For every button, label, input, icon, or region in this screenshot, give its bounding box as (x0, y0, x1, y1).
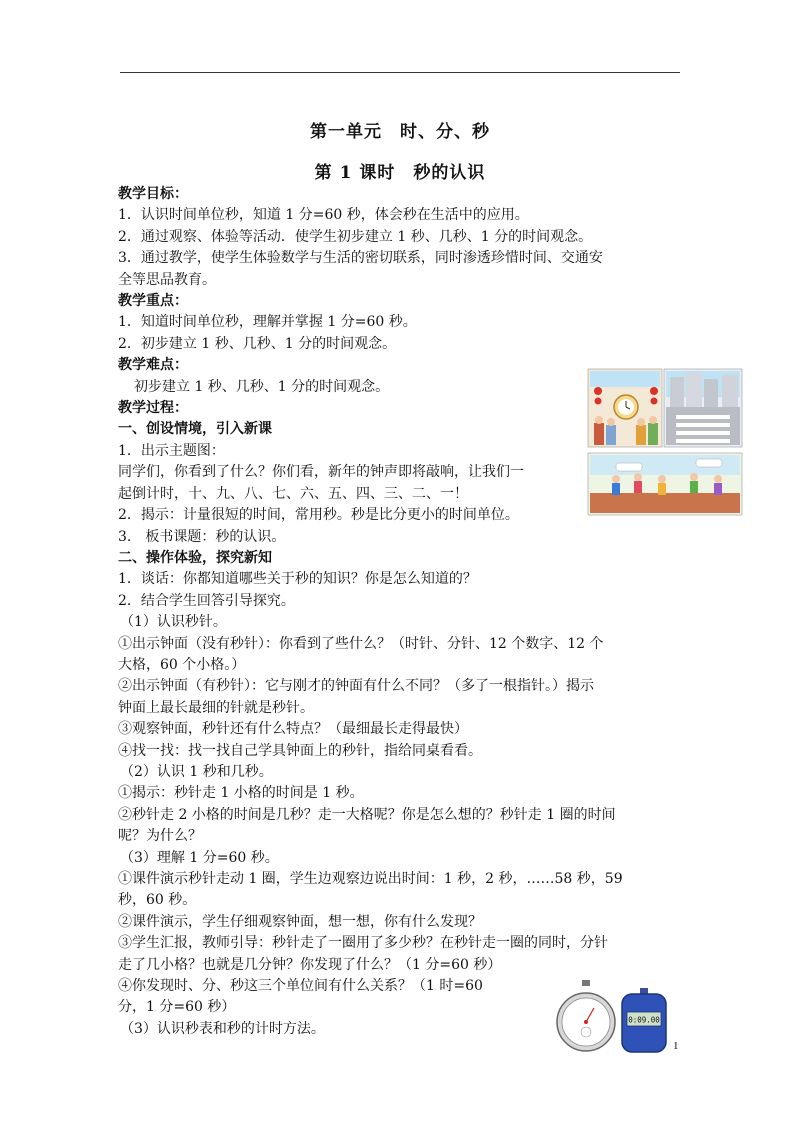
body-line: ①课件演示秒针走动 1 圈，学生边观察边说出时间：1 秒，2 秒，……58 秒，59 (118, 871, 623, 887)
body-line: 全等思品教育。 (118, 271, 216, 288)
body-line: 走了几小格？也就是几分钟？你发现了什么？（1 分=60 秒） (118, 956, 502, 973)
body-line: （2）认识 1 秒和几秒。 (120, 763, 273, 780)
analog-stopwatch-icon (557, 980, 615, 1051)
body-line: 1．认识时间单位秒，知道 1 分=60 秒，体会秒在生活中的应用。 (118, 207, 529, 224)
body-line: 2．揭示：计量很短的时间，常用秒。秒是比分更小的时间单位。 (118, 507, 519, 524)
body-line: 起倒计时，十、九、八、七、六、五、四、三、二、一！ (118, 485, 468, 502)
body-line: ①揭示：秒针走 1 小格的时间是 1 秒。 (118, 785, 364, 802)
body-line: 同学们，你看到了什么？你们看，新年的钟声即将敲响，让我们一 (118, 464, 524, 481)
body-line: ③学生汇报，教师引导：秒针走了一圈用了多少秒？在秒针走一圈的同时，分针 (118, 935, 608, 952)
body-line: 钟面上最长最细的针就是秒针。 (118, 699, 314, 716)
section-heading: 教学过程： (118, 400, 188, 417)
theme-illustration (586, 367, 744, 517)
stopwatch-illustration (556, 978, 678, 1058)
body-line: 1．谈话：你都知道哪些关于秒的知识？你是怎么知道的？ (118, 571, 477, 588)
body-line: ①出示钟面（没有秒针）：你看到了些什么？（时针、分针、12 个数字、12 个 (118, 635, 604, 652)
digital-stopwatch-icon (622, 988, 666, 1052)
body-line: 3. 板书课题：秒的认识。 (118, 528, 286, 545)
body-line: （1）认识秒针。 (120, 614, 227, 631)
body-line: 2．结合学生回答引导探究。 (118, 592, 295, 609)
body-line: 初步建立 1 秒、几秒、1 分的时间观念。 (134, 378, 390, 395)
body-line: 2．通过观察、体验等活动．使学生初步建立 1 秒、几秒、1 分的时间观念。 (118, 228, 593, 245)
body-line: 分，1 分=60 秒） (118, 999, 236, 1016)
body-line: ②课件演示，学生仔细观察钟面，想一想，你有什么发现？ (118, 913, 482, 930)
stopwatch-display: 0:09.00 (628, 1015, 660, 1025)
body-line: ②秒针走 2 小格的时间是几秒？走一大格呢？你是怎么想的？秒针走 1 圈的时间 (118, 806, 616, 823)
body-line: （3）理解 1 分=60 秒。 (120, 849, 279, 866)
body-line: ②出示钟面（有秒针）：它与刚才的钟面有什么不同？（多了一根指针。）揭示 (118, 678, 594, 695)
body-line: 大格，60 个小格。） (118, 656, 246, 673)
body-line: 呢？为什么？ (118, 828, 202, 845)
lesson-body (118, 184, 684, 1040)
body-line: 1．知道时间单位秒，理解并掌握 1 分=60 秒。 (118, 314, 417, 331)
unit-title: 第一单元 时、分、秒 (310, 122, 490, 142)
section-heading: 教学重点： (118, 293, 188, 310)
section-heading: 一、创设情境，引入新课 (118, 421, 272, 438)
body-line: ④找一找：找一找自己学具钟面上的秒针，指给同桌看看。 (118, 742, 482, 759)
page-number: 1 (673, 1040, 679, 1052)
body-line: ④你发现时、分、秒这三个单位间有什么关系？（1 时=60 (118, 978, 483, 995)
body-line: 3．通过教学，使学生体验数学与生活的密切联系，同时渗透珍惜时间、交通安 (118, 250, 603, 267)
section-heading: 教学目标： (118, 186, 188, 202)
header-rule (120, 72, 680, 73)
body-line: ③观察钟面，秒针还有什么特点？（最细最长走得最快） (118, 721, 468, 738)
section-heading: 二、操作体验，探究新知 (118, 549, 272, 566)
body-line: 2．初步建立 1 秒、几秒、1 分的时间观念。 (118, 335, 397, 352)
body-line: 秒，60 秒。 (118, 892, 197, 909)
body-line: （3）认识秒表和秒的计时方法。 (120, 1020, 325, 1037)
body-line: 1．出示主题图： (118, 442, 225, 459)
lesson-title: 第 1 课时 秒的认识 (314, 163, 486, 183)
section-heading: 教学难点： (118, 357, 188, 374)
